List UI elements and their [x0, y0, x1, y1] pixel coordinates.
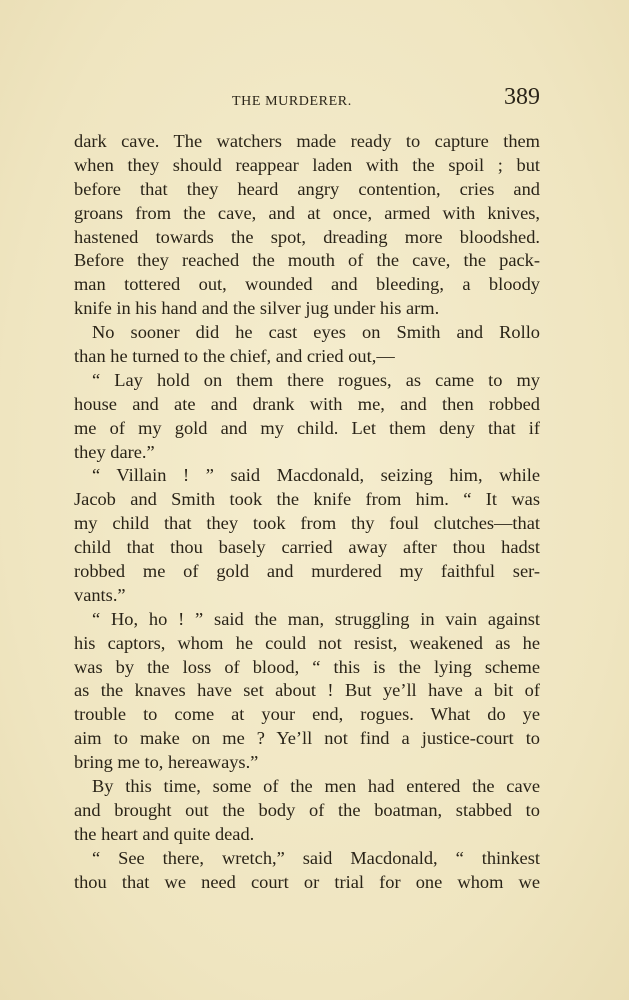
text-line: they dare.”	[74, 441, 155, 462]
text-line: than he turned to the chief, and cried out,—	[74, 346, 395, 367]
text-line: No sooner did he cast eyes on Smith and Rollo	[92, 322, 540, 343]
text-line: house and ate and drank with me, and then robbed	[74, 393, 540, 414]
text-line: when they should reappear laden with the spoil ; but	[74, 154, 540, 175]
text-line: bring me to, hereaways.”	[74, 752, 259, 773]
text-line: me of my gold and my child. Let them deny that if	[74, 417, 540, 438]
text-line: my child that they took from thy foul clutches—that	[74, 513, 540, 534]
text-line: child that thou basely carried away after thou hadst	[74, 537, 540, 558]
text-line: the heart and quite dead.	[74, 823, 255, 844]
text-line: groans from the cave, and at once, armed with knives,	[74, 202, 540, 223]
text-line: dark cave. The watchers made ready to capture them	[74, 131, 540, 151]
text-line: hastened towards the spot, dreading more bloodshed.	[74, 226, 540, 247]
text-line: and brought out the body of the boatman, stabbed to	[74, 799, 540, 820]
text-line: “ Villain ! ” said Macdonald, seizing him, while	[92, 465, 540, 486]
text-line: knife in his hand and the silver jug under his arm.	[74, 298, 440, 319]
text-line: vants.”	[74, 584, 126, 605]
text-line: aim to make on me ? Ye’ll not find a justice-court to	[74, 728, 540, 749]
text-line: robbed me of gold and murdered my faithful ser-	[74, 561, 540, 582]
text-line: thou that we need court or trial for one whom we	[74, 871, 540, 892]
text-line: Before they reached the mouth of the cave, the pack-	[74, 250, 540, 271]
text-line: By this time, some of the men had entered the cave	[92, 776, 540, 797]
text-line: “ Ho, ho ! ” said the man, struggling in vain against	[92, 608, 540, 629]
text-line: before that they heard angry contention, cries and	[74, 178, 540, 199]
text-line: “ Lay hold on them there rogues, as came to my	[92, 369, 540, 390]
text-line: as the knaves have set about ! But ye’ll have a bit of	[74, 680, 540, 701]
text-line: man tottered out, wounded and bleeding, a bloody	[74, 274, 540, 295]
page-header	[74, 84, 540, 114]
text-line: was by the loss of blood, “ this is the lying scheme	[74, 656, 540, 677]
body-text	[74, 130, 540, 895]
text-line: Jacob and Smith took the knife from him. “ It was	[74, 489, 540, 510]
text-line: trouble to come at your end, rogues. What do ye	[74, 704, 540, 725]
page-number: 389	[504, 84, 540, 110]
text-line: his captors, whom he could not resist, weakened as he	[74, 632, 540, 653]
text-line: “ See there, wretch,” said Macdonald, “ thinkest	[92, 847, 540, 868]
running-head: THE MURDERER.	[232, 94, 352, 109]
